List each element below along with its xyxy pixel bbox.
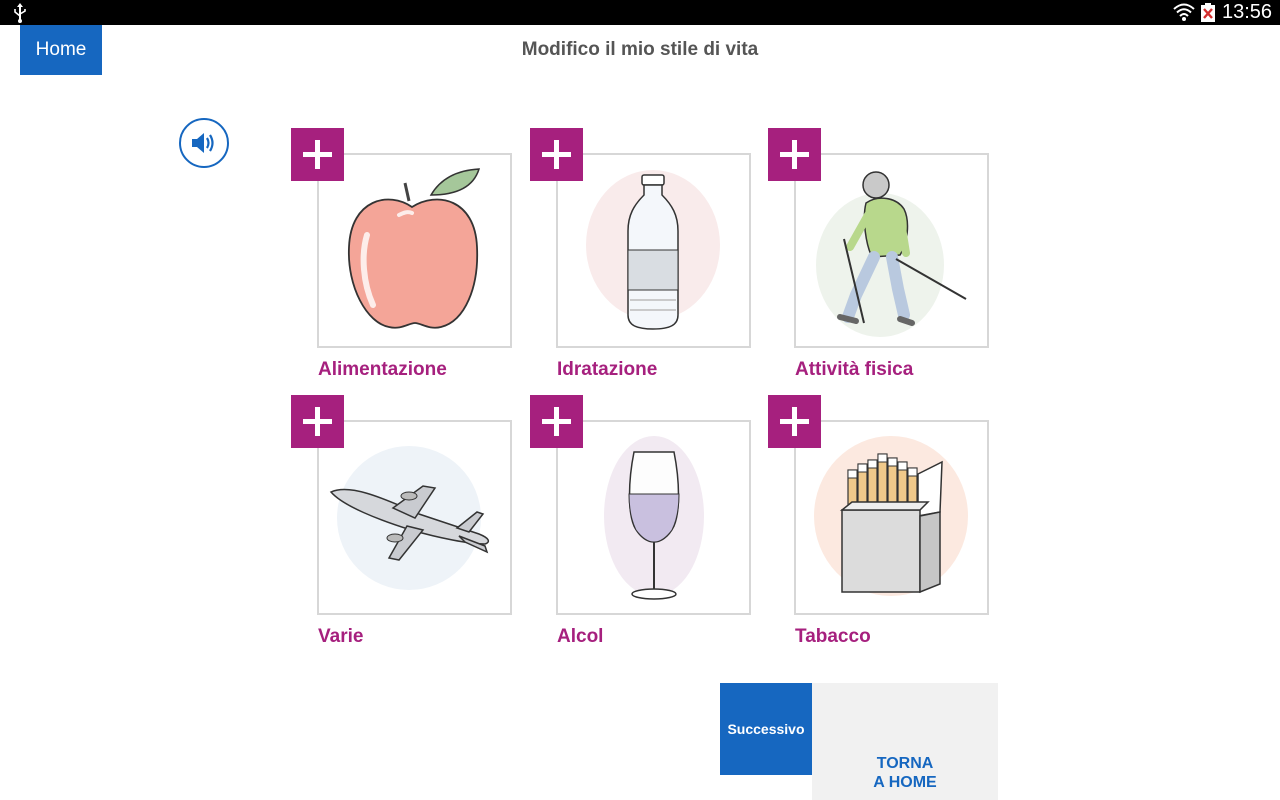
category-tile-tabacco [768,395,1000,655]
category-image-frame[interactable] [317,153,512,348]
speaker-icon[interactable] [179,118,229,168]
category-label[interactable]: Alcol [557,626,604,647]
clock-time: 13:56 [1222,1,1273,23]
add-attivita-fisica-button[interactable] [768,128,821,181]
category-tile-alimentazione [291,128,523,388]
home-button[interactable]: Home [20,25,102,75]
page-title: Modifico il mio stile di vita [521,39,759,60]
airplane-icon [319,422,510,613]
add-alcol-button[interactable] [530,395,583,448]
add-idratazione-button[interactable] [530,128,583,181]
cigarette-pack-icon [796,422,987,613]
category-label[interactable]: Idratazione [557,359,658,380]
category-image-frame[interactable] [556,420,751,615]
category-image-frame[interactable] [317,420,512,615]
category-tile-varie [291,395,523,655]
wifi-icon [1173,2,1195,22]
category-tile-attivita-fisica [768,128,1000,388]
category-label[interactable]: Attività fisica [795,359,914,380]
category-image-frame[interactable] [794,420,989,615]
add-alimentazione-button[interactable] [291,128,344,181]
category-label[interactable]: Tabacco [795,626,871,647]
add-tabacco-button[interactable] [768,395,821,448]
category-image-frame[interactable] [794,153,989,348]
add-varie-button[interactable] [291,395,344,448]
category-tile-idratazione [530,128,762,388]
wine-glass-icon [558,422,749,613]
next-button[interactable]: Successivo [720,683,812,775]
category-tile-alcol [530,395,762,655]
category-image-frame[interactable] [556,153,751,348]
back-to-home-label: TORNA A HOME [873,755,937,791]
nordic-walker-icon [796,155,987,346]
apple-icon [319,155,510,346]
battery-icon [1200,3,1216,23]
usb-icon [12,3,28,23]
status-bar [0,0,1280,25]
category-label[interactable]: Varie [318,626,364,647]
water-bottle-icon [558,155,749,346]
back-to-home-button[interactable] [812,683,998,800]
category-label[interactable]: Alimentazione [318,359,447,380]
